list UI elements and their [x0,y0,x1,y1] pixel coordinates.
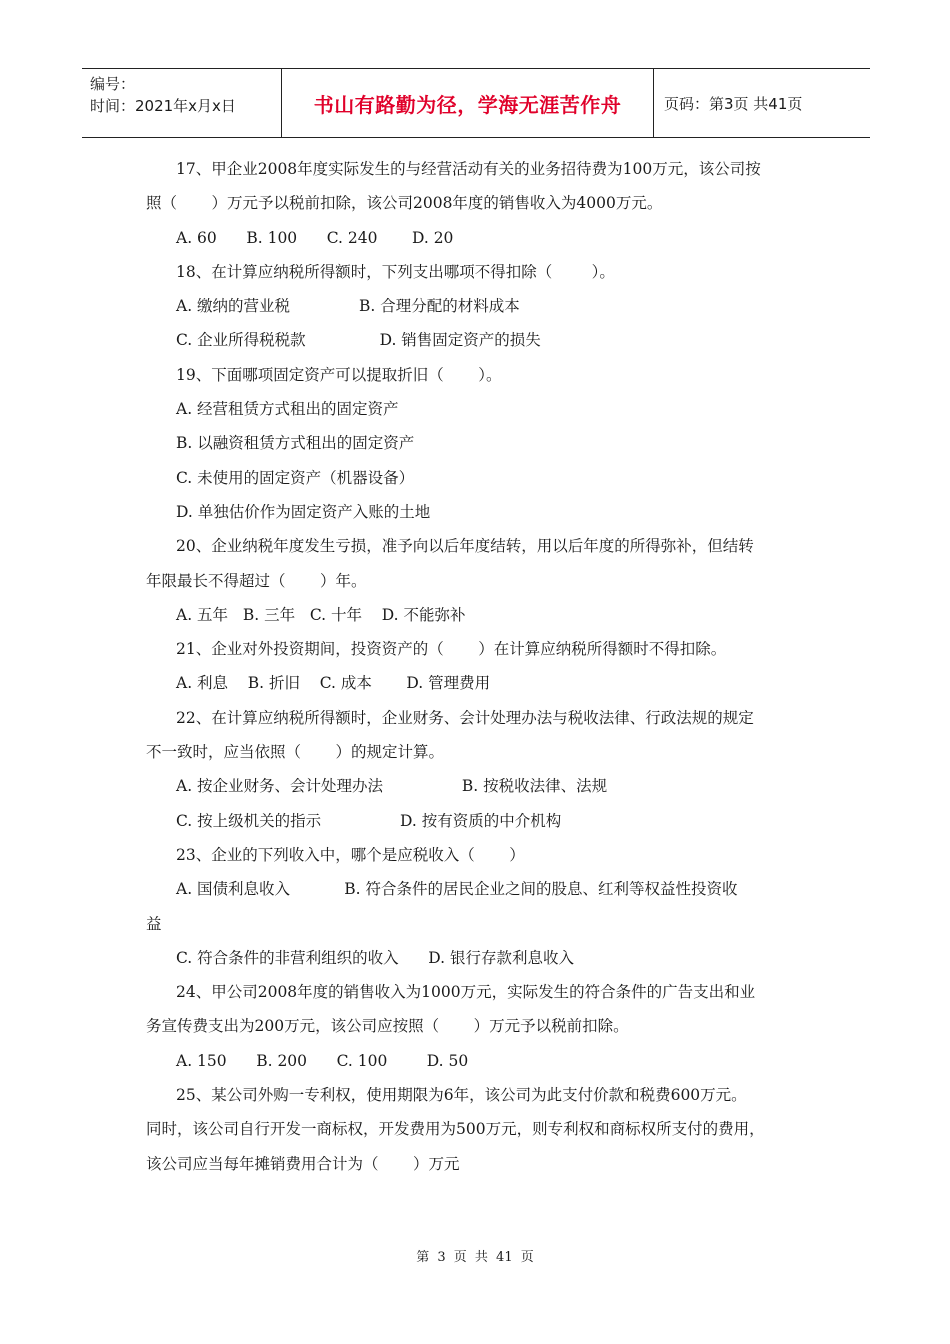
text-line: D. 单独估价作为固定资产入账的土地 [176,502,431,521]
motto-text: 书山有路勤为径，学海无涯苦作舟 [313,92,622,117]
text-line: 25、某公司外购一专利权，使用期限为6年，该公司为此支付价款和税费600万元。 [176,1086,747,1105]
text-line: A. 五年 B. 三年 C. 十年 D. 不能弥补 [176,605,466,624]
text-line: 不一致时，应当依照（ ）的规定计算。 [146,743,444,762]
text-line: C. 符合条件的非营利组织的收入 D. 银行存款利息收入 [176,948,574,967]
text-line: 24、甲公司2008年度的销售收入为1000万元，实际发生的符合条件的广告支出和业 [176,983,756,1002]
text-line: 17、甲企业2008年度实际发生的与经营活动有关的业务招待费为100万元，该公司按 [176,160,761,178]
text-line: 该公司应当每年摊销费用合计为（ ）万元 [146,1154,460,1173]
text-line: A. 150 B. 200 C. 100 D. 50 [176,1051,469,1070]
text-line: A. 缴纳的营业税 B. 合理分配的材料成本 [176,297,520,316]
text-line: 23、企业的下列收入中，哪个是应税收入（ ） [176,845,525,864]
header-meta [82,69,282,137]
text-line: 22、在计算应纳税所得额时，企业财务、会计处理办法与税收法律、行政法规的规定 [176,708,754,727]
text-line: 18、在计算应纳税所得额时，下列支出哪项不得扣除（ ）。 [176,262,615,281]
question-body [146,152,806,1181]
text-line: 19、下面哪项固定资产可以提取折旧（ ）。 [176,365,502,384]
serial-label: 编号： [90,75,136,93]
text-line: A. 国债利息收入 B. 符合条件的居民企业之间的股息、红利等权益性投资收 [176,880,738,899]
text-line: C. 未使用的固定资产（机器设备） [176,468,415,487]
document-header [82,68,870,138]
text-line: A. 利息 B. 折旧 C. 成本 D. 管理费用 [176,674,491,693]
text-line: C. 企业所得税税款 D. 销售固定资产的损失 [176,331,541,350]
text-line: 照（ ）万元予以税前扣除，该公司2008年度的销售收入为4000万元。 [146,194,663,213]
text-line: 务宣传费支出为200万元，该公司应按照（ ）万元予以税前扣除。 [146,1017,629,1036]
page-footer: 第 3 页 共 41 页 [416,1250,534,1265]
time-label: 时间：2021年x月x日 [90,97,236,115]
page-info-text: 页码：第3页 共41页 [664,94,803,113]
text-line: 益 [146,914,162,933]
header-page-info [654,69,870,137]
text-line: C. 按上级机关的指示 D. 按有资质的中介机构 [176,811,562,830]
text-line: 同时，该公司自行开发一商标权，开发费用为500万元，则专利权和商标权所支付的费用， [146,1120,765,1139]
text-line: A. 按企业财务、会计处理办法 B. 按税收法律、法规 [176,777,608,796]
text-line: 21、企业对外投资期间，投资资产的（ ）在计算应纳税所得额时不得扣除。 [176,640,727,659]
text-line: B. 以融资租赁方式租出的固定资产 [176,434,415,453]
header-motto-cell [282,69,654,137]
text-line: 20、企业纳税年度发生亏损，准予向以后年度结转，用以后年度的所得弥补，但结转 [176,537,754,556]
text-line: 年限最长不得超过（ ）年。 [146,571,367,590]
text-line: A. 经营租赁方式租出的固定资产 [176,400,399,419]
text-line: A. 60 B. 100 C. 240 D. 20 [176,228,454,247]
